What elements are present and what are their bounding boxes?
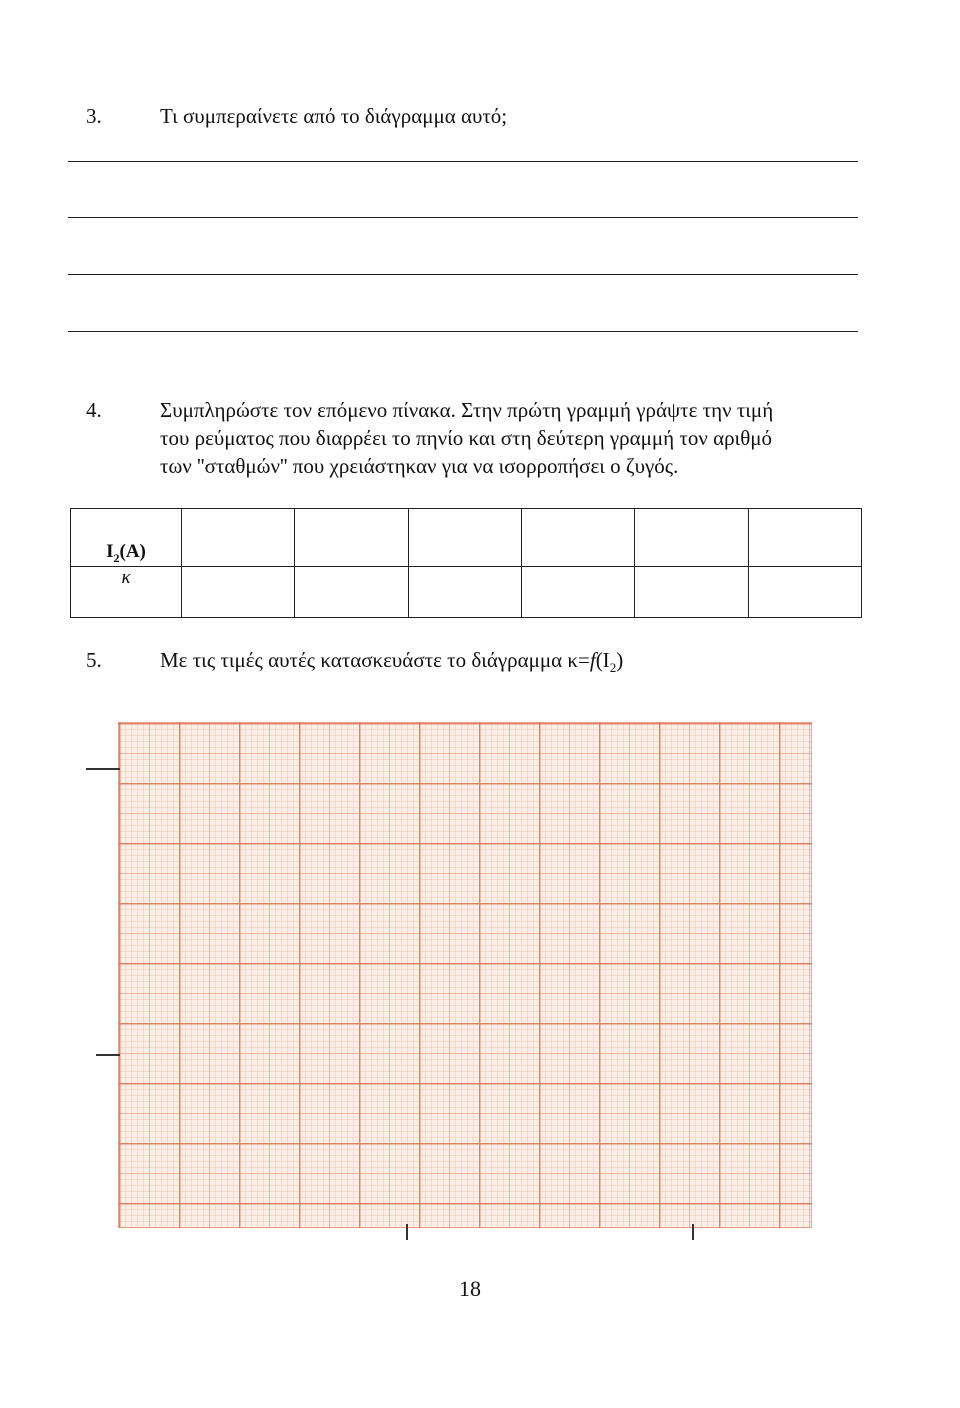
table-cell-weights-6[interactable] <box>748 566 861 617</box>
graph-paper[interactable] <box>118 722 812 1228</box>
graph-paper-edge-tick <box>692 1224 694 1240</box>
table-cell-current-1[interactable] <box>182 509 295 567</box>
question-3-number: 3. <box>86 104 102 128</box>
table-cell-current-6[interactable] <box>748 509 861 567</box>
question-5-number: 5. <box>86 648 102 672</box>
table-row-weights <box>71 566 862 617</box>
answer-line-4[interactable] <box>68 331 858 332</box>
page-number: 18 <box>459 1276 481 1301</box>
question-5-subscript: 2 <box>609 660 617 676</box>
table-cell-weights-2[interactable] <box>295 566 408 617</box>
table-cell-weights-1[interactable] <box>182 566 295 617</box>
table-cell-weights-4[interactable] <box>521 566 634 617</box>
current-symbol: I <box>106 540 114 562</box>
question-4-text <box>160 396 880 480</box>
question-5-function: f <box>589 648 596 672</box>
question-3-text: Τι συμπεραίνετε από το διάγραμμα αυτό; <box>160 104 508 128</box>
table-cell-weights-3[interactable] <box>408 566 521 617</box>
current-unit: (A) <box>119 540 146 562</box>
question-5-paren-open: (I <box>595 648 610 672</box>
question-4-line-2: του ρεύματος που διαρρέει το πηνίο και στη δεύτερη γραμμή τον αριθμό <box>160 426 773 450</box>
question-4-line-1: Συμπληρώστε τον επόμενο πίνακα. Στην πρώτη γραμμή γράψτε την τιμή <box>160 398 774 422</box>
data-table <box>70 508 862 618</box>
table-cell-current-4[interactable] <box>521 509 634 567</box>
table-cell-current-5[interactable] <box>635 509 748 567</box>
question-5-paren-close: ) <box>616 648 624 672</box>
table-cell-current-2[interactable] <box>295 509 408 567</box>
question-5-text-main: Με τις τιμές αυτές κατασκευάστε το διάγραμμα κ= <box>160 648 590 672</box>
row-label-current <box>71 509 182 567</box>
table-row-current <box>71 509 862 567</box>
question-5-text <box>160 646 623 682</box>
answer-line-3[interactable] <box>68 274 858 275</box>
table-cell-current-3[interactable] <box>408 509 521 567</box>
current-subscript: 2 <box>113 550 120 565</box>
graph-paper-edge-tick <box>96 1054 120 1056</box>
question-4-line-3: των ''σταθμών'' που χρειάστηκαν για να ισορροπήσει ο ζυγός. <box>160 454 679 478</box>
row-label-weights: κ <box>71 566 182 617</box>
answer-line-2[interactable] <box>68 217 858 218</box>
table-cell-weights-5[interactable] <box>635 566 748 617</box>
answer-line-1[interactable] <box>68 161 858 162</box>
graph-paper-edge-tick <box>86 768 120 770</box>
graph-paper-edge-tick <box>406 1224 408 1240</box>
question-4-number: 4. <box>86 398 102 422</box>
